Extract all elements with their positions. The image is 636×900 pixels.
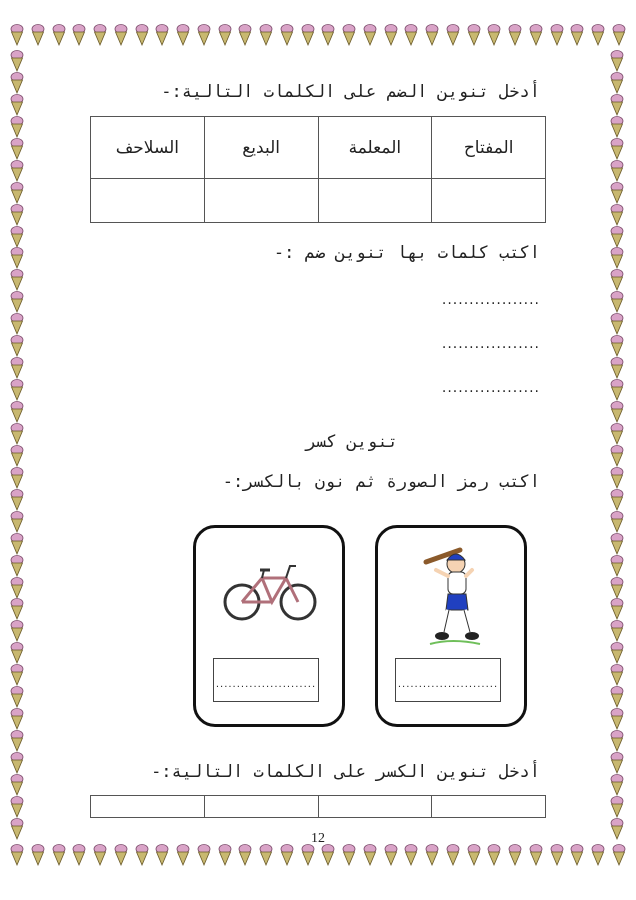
answer-line[interactable]: .................. bbox=[441, 380, 540, 396]
ice-cream-cone-icon bbox=[570, 844, 584, 866]
ice-cream-cone-icon bbox=[610, 598, 624, 620]
ice-cream-cone-icon bbox=[610, 379, 624, 401]
ice-cream-cone-icon bbox=[10, 489, 24, 511]
ice-cream-cone-icon bbox=[10, 555, 24, 577]
ice-cream-cone-icon bbox=[10, 423, 24, 445]
ice-cream-cone-icon bbox=[135, 24, 149, 46]
ice-cream-cone-icon bbox=[610, 138, 624, 160]
ice-cream-cone-icon bbox=[10, 664, 24, 686]
ice-cream-cone-icon bbox=[610, 445, 624, 467]
ice-cream-cone-icon bbox=[31, 844, 45, 866]
word-cell: المفتاح bbox=[432, 117, 546, 179]
answer-cell[interactable] bbox=[91, 179, 205, 223]
ice-cream-cone-icon bbox=[610, 752, 624, 774]
ice-cream-cone-icon bbox=[197, 844, 211, 866]
ice-cream-cone-icon bbox=[10, 620, 24, 642]
ice-cream-cone-icon bbox=[301, 24, 315, 46]
ice-cream-cone-icon bbox=[610, 511, 624, 533]
ice-cream-cone-icon bbox=[93, 844, 107, 866]
answer-dots: ........................ bbox=[397, 679, 499, 690]
kasratain-table bbox=[90, 795, 546, 818]
ice-cream-cone-icon bbox=[10, 796, 24, 818]
ice-cream-cone-icon bbox=[487, 24, 501, 46]
ice-cream-cone-icon bbox=[52, 844, 66, 866]
ice-cream-cone-icon bbox=[425, 844, 439, 866]
answer-line[interactable]: .................. bbox=[441, 292, 540, 308]
ice-cream-cone-icon bbox=[610, 730, 624, 752]
ice-cream-cone-icon bbox=[259, 24, 273, 46]
ice-cream-cone-icon bbox=[610, 686, 624, 708]
ice-cream-cone-icon bbox=[280, 844, 294, 866]
ice-cream-cone-icon bbox=[610, 226, 624, 248]
ice-cream-cone-icon bbox=[238, 844, 252, 866]
ice-cream-cone-icon bbox=[280, 24, 294, 46]
ice-cream-cone-icon bbox=[10, 160, 24, 182]
ice-cream-cone-icon bbox=[467, 24, 481, 46]
ice-cream-cone-icon bbox=[342, 844, 356, 866]
ice-cream-cone-icon bbox=[610, 335, 624, 357]
answer-cell[interactable] bbox=[318, 179, 432, 223]
ice-cream-cone-icon bbox=[610, 555, 624, 577]
ice-cream-cone-icon bbox=[610, 182, 624, 204]
ice-cream-cone-icon bbox=[259, 844, 273, 866]
ice-cream-cone-icon bbox=[610, 50, 624, 72]
ice-cream-cone-icon bbox=[10, 445, 24, 467]
dammatain-table bbox=[90, 116, 546, 223]
ice-cream-cone-icon bbox=[508, 844, 522, 866]
answer-dots: ........................ bbox=[215, 679, 317, 690]
ice-cream-cone-icon bbox=[404, 844, 418, 866]
ice-cream-cone-icon bbox=[10, 116, 24, 138]
ice-cream-cone-icon bbox=[31, 24, 45, 46]
top-border bbox=[10, 24, 626, 48]
ice-cream-cone-icon bbox=[508, 24, 522, 46]
ice-cream-cone-icon bbox=[10, 24, 24, 46]
kasratain-instruction: اكتب رمز الصورة ثم نون بالكسر:- bbox=[222, 472, 540, 492]
ice-cream-cone-icon bbox=[10, 226, 24, 248]
ice-cream-cone-icon bbox=[10, 247, 24, 269]
ice-cream-cone-icon bbox=[10, 708, 24, 730]
ice-cream-cone-icon bbox=[321, 844, 335, 866]
answer-box[interactable] bbox=[213, 658, 319, 702]
ice-cream-cone-icon bbox=[10, 774, 24, 796]
ice-cream-cone-icon bbox=[610, 247, 624, 269]
ice-cream-cone-icon bbox=[404, 24, 418, 46]
ice-cream-cone-icon bbox=[384, 24, 398, 46]
ice-cream-cone-icon bbox=[135, 844, 149, 866]
write-words-instruction: اكتب كلمات بها تنوين ضم :- bbox=[273, 243, 540, 263]
ice-cream-cone-icon bbox=[10, 533, 24, 555]
ice-cream-cone-icon bbox=[610, 577, 624, 599]
ice-cream-cone-icon bbox=[72, 24, 86, 46]
ice-cream-cone-icon bbox=[155, 24, 169, 46]
ice-cream-cone-icon bbox=[10, 844, 24, 866]
picture-card-bicycle bbox=[193, 525, 345, 727]
ice-cream-cone-icon bbox=[610, 796, 624, 818]
ice-cream-cone-icon bbox=[610, 72, 624, 94]
ice-cream-cone-icon bbox=[610, 160, 624, 182]
ice-cream-cone-icon bbox=[550, 844, 564, 866]
ice-cream-cone-icon bbox=[570, 24, 584, 46]
ice-cream-cone-icon bbox=[301, 844, 315, 866]
answer-box[interactable] bbox=[395, 658, 501, 702]
ice-cream-cone-icon bbox=[114, 24, 128, 46]
ice-cream-cone-icon bbox=[591, 844, 605, 866]
ice-cream-cone-icon bbox=[610, 489, 624, 511]
ice-cream-cone-icon bbox=[218, 844, 232, 866]
ice-cream-cone-icon bbox=[10, 313, 24, 335]
ice-cream-cone-icon bbox=[10, 730, 24, 752]
ice-cream-cone-icon bbox=[610, 708, 624, 730]
ice-cream-cone-icon bbox=[529, 24, 543, 46]
ice-cream-cone-icon bbox=[10, 269, 24, 291]
ice-cream-cone-icon bbox=[487, 844, 501, 866]
ice-cream-cone-icon bbox=[155, 844, 169, 866]
ice-cream-cone-icon bbox=[10, 379, 24, 401]
ice-cream-cone-icon bbox=[10, 291, 24, 313]
ice-cream-cone-icon bbox=[10, 94, 24, 116]
answer-cell[interactable] bbox=[204, 179, 318, 223]
ice-cream-cone-icon bbox=[72, 844, 86, 866]
ice-cream-cone-icon bbox=[176, 844, 190, 866]
ice-cream-cone-icon bbox=[10, 598, 24, 620]
ice-cream-cone-icon bbox=[610, 642, 624, 664]
right-border bbox=[610, 50, 626, 840]
kasratain-table-instruction: أدخل تنوين الكسر على الكلمات التالية:- bbox=[151, 762, 540, 782]
answer-line[interactable]: .................. bbox=[441, 336, 540, 352]
left-border bbox=[10, 50, 26, 840]
ice-cream-cone-icon bbox=[10, 511, 24, 533]
ice-cream-cone-icon bbox=[610, 533, 624, 555]
dammatain-instruction: أدخل تنوين الضم على الكلمات التالية:- bbox=[161, 82, 540, 102]
ice-cream-cone-icon bbox=[10, 686, 24, 708]
ice-cream-cone-icon bbox=[10, 204, 24, 226]
ice-cream-cone-icon bbox=[467, 844, 481, 866]
ice-cream-cone-icon bbox=[10, 577, 24, 599]
ice-cream-cone-icon bbox=[10, 401, 24, 423]
baseball-player-icon bbox=[412, 540, 492, 650]
kasratain-title: تنوين كسر bbox=[305, 432, 398, 452]
ice-cream-cone-icon bbox=[550, 24, 564, 46]
ice-cream-cone-icon bbox=[425, 24, 439, 46]
ice-cream-cone-icon bbox=[446, 844, 460, 866]
ice-cream-cone-icon bbox=[52, 24, 66, 46]
ice-cream-cone-icon bbox=[114, 844, 128, 866]
ice-cream-cone-icon bbox=[197, 24, 211, 46]
ice-cream-cone-icon bbox=[610, 204, 624, 226]
ice-cream-cone-icon bbox=[446, 24, 460, 46]
ice-cream-cone-icon bbox=[610, 774, 624, 796]
ice-cream-cone-icon bbox=[363, 24, 377, 46]
ice-cream-cone-icon bbox=[10, 752, 24, 774]
ice-cream-cone-icon bbox=[10, 467, 24, 489]
bottom-border bbox=[10, 844, 626, 868]
ice-cream-cone-icon bbox=[610, 664, 624, 686]
ice-cream-cone-icon bbox=[218, 24, 232, 46]
ice-cream-cone-icon bbox=[610, 357, 624, 379]
ice-cream-cone-icon bbox=[610, 620, 624, 642]
page-number: 12 bbox=[311, 831, 325, 846]
ice-cream-cone-icon bbox=[612, 24, 626, 46]
word-cell: المعلمة bbox=[318, 117, 432, 179]
ice-cream-cone-icon bbox=[10, 138, 24, 160]
ice-cream-cone-icon bbox=[10, 335, 24, 357]
ice-cream-cone-icon bbox=[10, 642, 24, 664]
ice-cream-cone-icon bbox=[238, 24, 252, 46]
ice-cream-cone-icon bbox=[610, 467, 624, 489]
ice-cream-cone-icon bbox=[321, 24, 335, 46]
ice-cream-cone-icon bbox=[610, 94, 624, 116]
ice-cream-cone-icon bbox=[610, 291, 624, 313]
ice-cream-cone-icon bbox=[610, 269, 624, 291]
ice-cream-cone-icon bbox=[591, 24, 605, 46]
picture-card-baseball bbox=[375, 525, 527, 727]
ice-cream-cone-icon bbox=[610, 116, 624, 138]
ice-cream-cone-icon bbox=[176, 24, 190, 46]
ice-cream-cone-icon bbox=[10, 72, 24, 94]
ice-cream-cone-icon bbox=[10, 182, 24, 204]
word-cell: البديع bbox=[204, 117, 318, 179]
ice-cream-cone-icon bbox=[610, 313, 624, 335]
ice-cream-cone-icon bbox=[529, 844, 543, 866]
bicycle-icon bbox=[220, 556, 320, 626]
ice-cream-cone-icon bbox=[610, 401, 624, 423]
answer-cell[interactable] bbox=[432, 796, 546, 818]
answer-cell[interactable] bbox=[91, 796, 205, 818]
ice-cream-cone-icon bbox=[342, 24, 356, 46]
ice-cream-cone-icon bbox=[384, 844, 398, 866]
answer-cell[interactable] bbox=[318, 796, 432, 818]
ice-cream-cone-icon bbox=[610, 423, 624, 445]
ice-cream-cone-icon bbox=[612, 844, 626, 866]
ice-cream-cone-icon bbox=[10, 357, 24, 379]
word-cell: السلاحف bbox=[91, 117, 205, 179]
ice-cream-cone-icon bbox=[363, 844, 377, 866]
answer-cell[interactable] bbox=[432, 179, 546, 223]
ice-cream-cone-icon bbox=[93, 24, 107, 46]
ice-cream-cone-icon bbox=[10, 50, 24, 72]
answer-cell[interactable] bbox=[204, 796, 318, 818]
